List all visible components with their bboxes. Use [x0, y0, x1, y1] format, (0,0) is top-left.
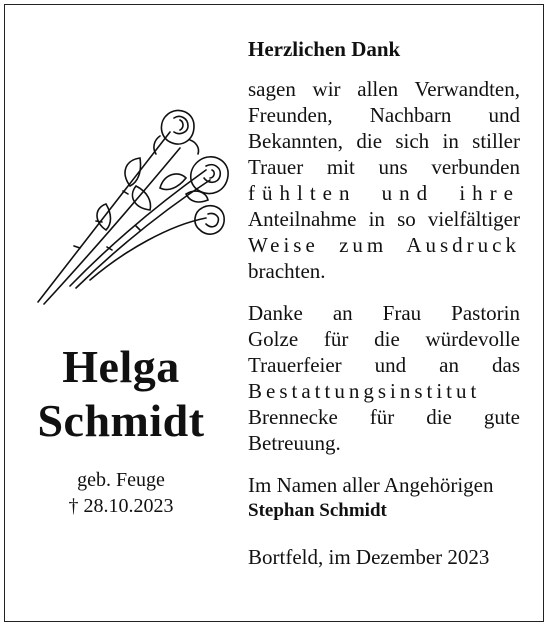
first-name: Helga: [62, 341, 180, 392]
text-line: Trauer mit uns verbunden: [248, 155, 520, 179]
acknowledgement-paragraph: [248, 300, 520, 456]
heading: Herzlichen Dank: [248, 37, 401, 61]
text-line: Trauerfeier und an das: [248, 353, 520, 377]
text-line: Golze für die würdevolle: [248, 327, 520, 351]
text-line: Freunden, Nachbarn und: [248, 103, 520, 127]
right-column: [248, 36, 520, 570]
death-date: † 28.10.2023: [68, 495, 174, 517]
text-line: brachten.: [248, 259, 326, 283]
text-line: Brennecke für die gute: [248, 405, 520, 429]
thanks-paragraph: [248, 76, 520, 284]
text-line: Bestattungsinstitut: [248, 379, 481, 403]
text-line: fühlten und ihre: [248, 181, 520, 205]
text-line: Betreuung.: [248, 431, 341, 455]
text-line: Danke an Frau Pastorin: [248, 301, 520, 325]
birth-name: geb. Feuge: [77, 469, 165, 491]
signature-name: Stephan Schmidt: [248, 500, 387, 521]
roses-icon: [10, 90, 232, 320]
last-name: Schmidt: [37, 395, 205, 446]
text-line: Bekannten, die sich in stiller: [248, 129, 520, 153]
text-line: sagen wir allen Verwandten,: [248, 77, 520, 101]
text-line: Anteilnahme in so vielfältiger: [248, 207, 520, 231]
signature-intro: Im Namen aller Angehörigen: [248, 473, 494, 497]
deceased-name: [10, 340, 232, 448]
text-line: Weise zum Ausdruck: [248, 233, 520, 257]
place-date: Bortfeld, im Dezember 2023: [248, 545, 490, 569]
left-column: [10, 90, 232, 530]
